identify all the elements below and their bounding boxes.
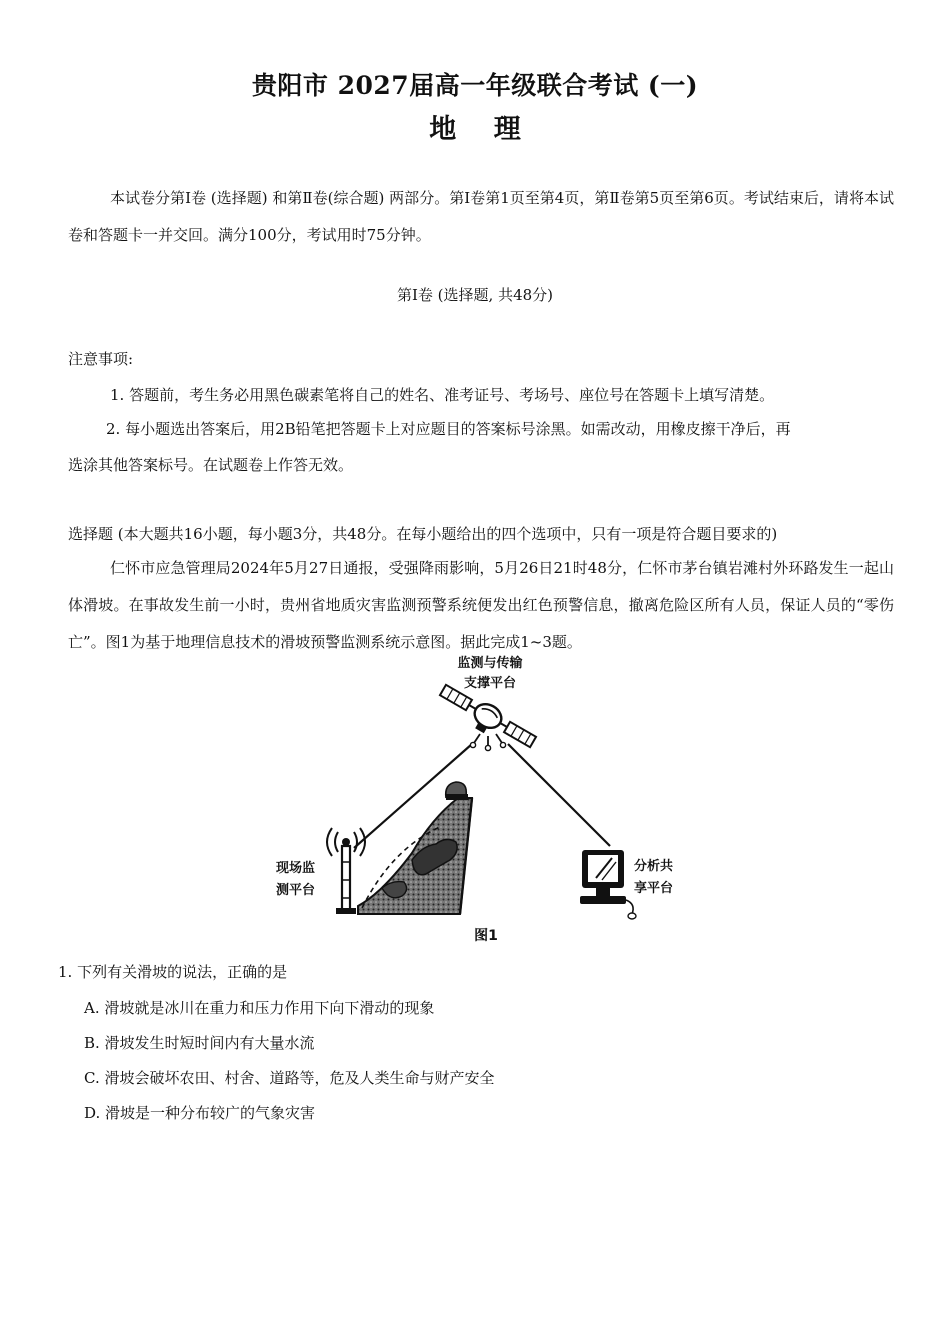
material-paragraph <box>68 550 894 661</box>
antenna-tower-icon <box>327 828 365 914</box>
right-label-line-1: 分析共 <box>634 859 674 874</box>
question-1-option-d: D. 滑坡是一种分布较广的气象灾害 <box>84 1104 316 1122</box>
figure-1-landslide-monitoring <box>262 648 692 948</box>
intro-paragraph <box>68 180 894 254</box>
notes-item-1: 1. 答题前，考生务必用黑色碳素笔将自己的姓名、准考证号、考场号、座位号在答题卡上填写清楚。 <box>110 386 775 404</box>
question-1-stem: 1. 下列有关滑坡的说法，正确的是 <box>58 963 288 981</box>
material-line-1: 仁怀市应急管理局2024年5月27日通报，受强降雨影响，5月26日21时48分，仁怀市茅台镇岩滩村外环 <box>110 559 804 577</box>
link-line-right <box>508 744 610 846</box>
section-title: 第Ⅰ卷 (选择题, 共48分) <box>396 286 554 304</box>
notes-heading: 注意事项: <box>68 350 134 368</box>
subject-title: 地 理 <box>429 114 535 145</box>
notes-item-2-line-2: 选涂其他答案标号。在试题卷上作答无效。 <box>68 456 354 474</box>
figure-caption: 图1 <box>474 928 498 944</box>
left-label-line-1: 现场监 <box>276 861 316 876</box>
question-1-option-a: A. 滑坡就是冰川在重力和压力作用下向下滑动的现象 <box>84 999 435 1017</box>
figure-svg <box>262 648 692 948</box>
exam-title: 贵阳市 2027届高一年级联合考试 (一) <box>251 71 699 100</box>
intro-line-2: 考试结束后，请将本试卷和答题卡一并交回。满分100分，考试用时75分钟。 <box>68 189 894 244</box>
top-label-line-2: 支撑平台 <box>463 676 517 691</box>
left-label-line-2: 测平台 <box>276 883 316 898</box>
choice-section-heading: 选择题 (本大题共16小题，每小题3分，共48分。在每小题给出的四个选项中，只有一项是符合题目要求的) <box>68 525 778 543</box>
question-1-option-c: C. 滑坡会破坏农田、村舍、道路等，危及人类生命与财产安全 <box>84 1069 495 1087</box>
question-1-option-b: B. 滑坡发生时短时间内有大量水流 <box>84 1034 315 1052</box>
material-line-3: 有人员，保证人员的“零伤亡”。图1为基于地理信息技术的滑坡预警监测系统示意图。据此完成1~3题。 <box>68 596 894 651</box>
landslide-slope-icon <box>358 782 472 914</box>
top-label-line-1: 监测与传输 <box>457 656 523 671</box>
computer-icon <box>580 850 636 919</box>
intro-line-1: 本试卷分第Ⅰ卷 (选择题) 和第Ⅱ卷(综合题) 两部分。第Ⅰ卷第1页至第4页，第Ⅱ卷第5页至第6页。 <box>110 189 744 207</box>
notes-item-2-line-1: 2. 每小题选出答案后，用2B铅笔把答题卡上对应题目的答案标号涂黑。如需改动，用橡皮擦干净后，再 <box>106 420 791 438</box>
satellite-antenna-icon <box>470 734 505 751</box>
material-line-2: 路发生一起山体滑坡。在事故发生前一小时，贵州省地质灾害监测预警系统便发出红色预警信息，撤离危险区所 <box>68 559 894 614</box>
right-label-line-2: 享平台 <box>634 881 674 896</box>
